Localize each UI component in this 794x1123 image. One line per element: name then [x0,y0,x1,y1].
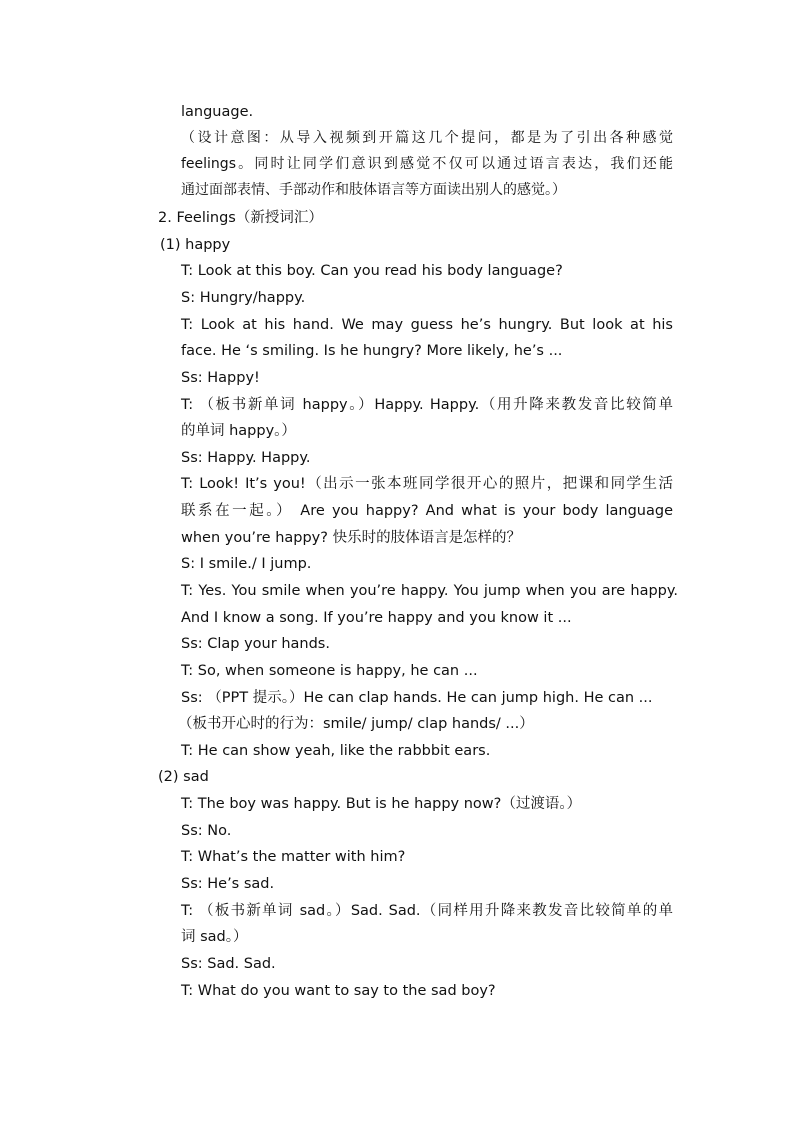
text-line: 通过面部表情、手部动作和肢体语言等方面读出别人的感觉。） [181,182,566,198]
section-heading: 2. Feelings（新授词汇） [158,210,323,226]
text-line: And I know a song. If you’re happy and you know it ... [181,610,572,626]
text-line: 的单词 happy。） [181,423,296,439]
text-line: Ss: Happy! [181,370,260,386]
text-line: T: The boy was happy. But is he happy now?（过渡语。） [181,796,582,812]
text-line: Ss: Clap your hands. [181,636,330,652]
text-line: Ss: He’s sad. [181,876,275,892]
text-line: 联系在一起。） Are you happy? And what is your body language [181,503,673,519]
text-line: face. He ‘s smiling. Is he hungry? More likely, he’s ... [181,343,563,359]
text-line: T: What do you want to say to the sad boy? [181,983,496,999]
text-line: T: What’s the matter with him? [181,849,406,865]
text-line: T: Yes. You smile when you’re happy. You jump when you are happy. [181,583,678,599]
text-line: S: Hungry/happy. [181,290,306,306]
subsection-heading: (1) happy [160,237,231,253]
text-line: Ss: No. [181,823,232,839]
text-line: T: He can show yeah, like the rabbbit ears. [181,743,491,759]
text-line: （设计意图：从导入视频到开篇这几个提问，都是为了引出各种感觉 [181,130,673,146]
text-line: Ss: Sad. Sad. [181,956,276,972]
text-line: T: So, when someone is happy, he can ... [181,663,478,679]
text-line: T: Look! It’s you!（出示一张本班同学很开心的照片，把课和同学生活 [181,476,673,492]
text-line: S: I smile./ I jump. [181,556,312,572]
text-line: Ss: （PPT 提示。）He can clap hands. He can jump high. He can ... [181,690,653,706]
text-line: language. [181,104,254,120]
text-line: feelings。同时让同学们意识到感觉不仅可以通过语言表达，我们还能 [181,156,673,172]
subsection-heading: (2) sad [158,769,209,785]
text-line: （板书开心时的行为：smile/ jump/ clap hands/ ...） [178,716,534,732]
text-line: T: （板书新单词 sad。）Sad. Sad.（同样用升降来教发音比较简单的单 [181,903,673,919]
text-line: T: Look at his hand. We may guess he’s hungry. But look at his [181,317,673,333]
text-line: Ss: Happy. Happy. [181,450,311,466]
text-line: T: （板书新单词 happy。）Happy. Happy.（用升降来教发音比较简单 [181,397,673,413]
text-line: when you’re happy? 快乐时的肢体语言是怎样的？ [181,530,522,546]
text-line: 词 sad。） [181,929,248,945]
text-line: T: Look at this boy. Can you read his body language? [181,263,563,279]
